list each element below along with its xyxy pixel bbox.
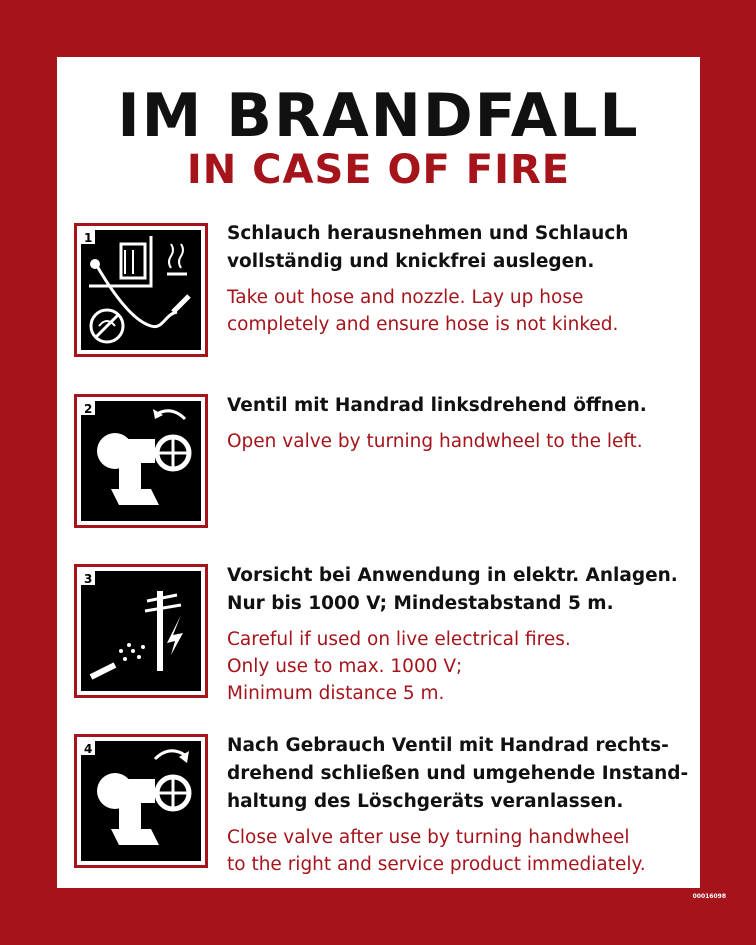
step-2-german: Ventil mit Handrad linksdrehend öffnen. [227, 395, 647, 416]
step-4-english: Close valve after use by turning handwheel to the right and service product immediately. [227, 827, 646, 875]
sign-panel [57, 57, 700, 888]
step-3-text [227, 562, 697, 707]
step-2-text [227, 392, 697, 455]
step-1-german: Schlauch herausnehmen und Schlauch vollständig und knickfrei auslegen. [227, 223, 629, 272]
electrical-hazard-icon [81, 571, 199, 689]
svg-text:3: 3 [84, 572, 93, 586]
sign-title: IM BRANDFALL [117, 81, 640, 151]
svg-text:2: 2 [84, 402, 93, 416]
step-3-german: Vorsicht bei Anwendung in elektr. Anlagen. Nur bis 1000 V; Mindestabstand 5 m. [227, 565, 678, 614]
step-1-text [227, 220, 697, 338]
step-3-pictogram [74, 564, 208, 698]
step-3-english: Careful if used on live electrical fires. Only use to max. 1000 V; Minimum distance 5 m. [227, 629, 571, 704]
step-4-pictogram [74, 734, 208, 868]
step-2-english: Open valve by turning handwheel to the left. [227, 431, 643, 452]
step-4-text [227, 732, 697, 878]
close-valve-icon [81, 741, 199, 859]
open-valve-icon [81, 401, 199, 519]
svg-text:4: 4 [84, 742, 93, 756]
step-1-pictogram [74, 223, 208, 357]
product-code: 00016098 [692, 893, 726, 900]
svg-text:1: 1 [84, 231, 93, 245]
step-4-german: Nach Gebrauch Ventil mit Handrad rechts- drehend schließen und umgehende Instand- haltung des Löschgeräts veranlassen. [227, 735, 689, 812]
sign-subtitle: IN CASE OF FIRE [186, 147, 571, 193]
step-1-english: Take out hose and nozzle. Lay up hose completely and ensure hose is not kinked. [227, 287, 619, 335]
step-2-pictogram [74, 394, 208, 528]
hose-layout-icon [81, 230, 199, 348]
